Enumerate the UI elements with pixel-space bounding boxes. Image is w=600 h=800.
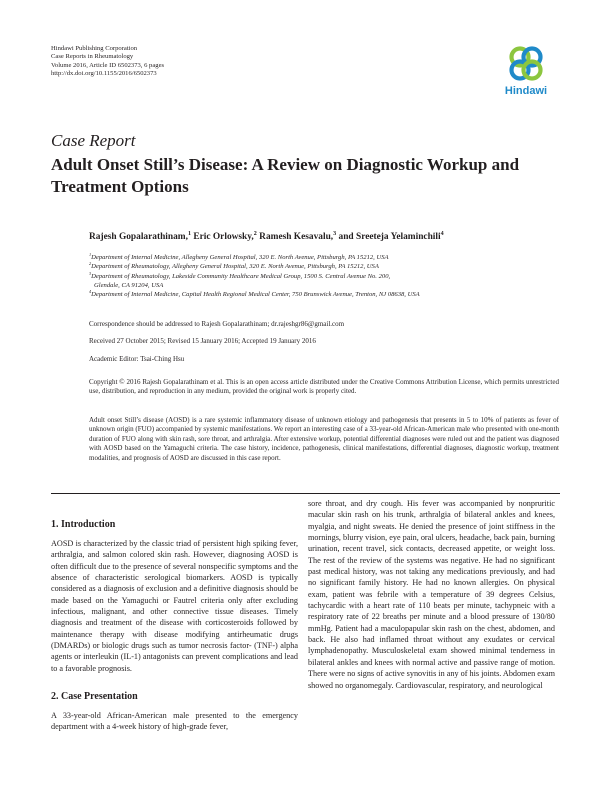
- journal-volume: Volume 2016, Article ID 6502373, 6 pages: [51, 61, 165, 69]
- affiliation: $^4$Department of Internal Medicine, Capital Health Regional Medical Center, 750 Brunswick Avenue, Trenton, NJ 08638, USA: [89, 289, 420, 299]
- affiliation: $^1$Department of Internal Medicine, Allegheny General Hospital, 320 E. North Avenue, Pittsburgh, PA 15212, USA: [89, 251, 389, 261]
- author-affil-ref: 4: [440, 230, 444, 237]
- publisher-logo: [500, 44, 552, 97]
- author-name: Sreeteja Yelaminchili: [356, 232, 441, 242]
- journal-info: [51, 45, 164, 78]
- right-column: [308, 498, 555, 691]
- author-affil-ref: 2: [253, 230, 257, 237]
- article-title: Adult Onset Still’s Disease: A Review on Diagnostic Workup and Treatment Options: [51, 155, 520, 196]
- introduction-text: AOSD is characterized by the classic triad of persistent high spiking fever, arthralgia, and salmon colored skin rash. However, diagnosing AOSD is often difficult due to the presence of several nonspecific symptoms and the absence of characteristic serological biomarkers. AOSD is typically considered as a diagnosis of exclusion and a definitive diagnosis should be made based on the Yamaguchi or Fautrel criteria only after excluding infectious, malignant, and other connective tissue diseases. Timely diagnosis and treatment of the disease with corticosteroids followed by maintenance therapy with disease modifying antirheumatic drugs (DMARDs) or biologic drugs such as tumor necrosis factor- (TNF-) alpha agents or interleukin (IL-1) antagonists can prevent complications and lead to a favorable prognosis.: [51, 539, 298, 673]
- correspondence: Correspondence should be addressed to Rajesh Gopalarathinam; dr.rajeshgr86@gmail.com: [89, 320, 345, 328]
- author-list: Rajesh Gopalarathinam,$^1$ Eric Orlowsky,$^2$ Ramesh Kesavalu,$^3$ and Sreeteja Yelaminchili$^4$: [89, 230, 444, 242]
- left-column: [51, 519, 298, 733]
- affiliation: $^2$Department of Rheumatology, Allegheny General Hospital, 320 E. North Avenue, Pittsburgh, PA 15212, USA: [89, 261, 379, 271]
- author-affil-ref: 1: [187, 230, 192, 237]
- journal-doi: http://dx.doi.org/10.1155/2016/6502373: [51, 69, 157, 77]
- journal-publisher: Hindawi Publishing Corporation: [51, 45, 138, 52]
- copyright-notice: Copyright © 2016 Rajesh Gopalarathinam et al. This is an open access article distributed under the Creative Commons Attribution License, which permits unrestricted use, distribution, and reproduction in any medium, provided the original work is properly cited.: [89, 378, 559, 396]
- divider: [51, 493, 560, 494]
- author-affil-ref: 3: [333, 230, 337, 237]
- author-name: Rajesh Gopalarathinam,: [89, 232, 188, 242]
- article-dates: Received 27 October 2015; Revised 15 January 2016; Accepted 19 January 2016: [89, 337, 316, 345]
- affiliations: [89, 253, 559, 299]
- academic-editor: Academic Editor: Tsai-Ching Hsu: [89, 355, 185, 363]
- section-heading-case-presentation: 2. Case Presentation: [51, 691, 138, 703]
- logo-text: Hindawi: [504, 85, 548, 97]
- article-type: Case Report: [51, 131, 136, 150]
- affiliation-continued: Glendale, CA 91204, USA: [94, 281, 164, 289]
- case-presentation-text: A 33-year-old African-American male presented to the emergency department with a 4-week history of high-grade fever,: [51, 711, 298, 732]
- case-presentation-continued: sore throat, and dry cough. His fever was accompanied by nonpruritic macular skin rash on his trunk, arthralgia of bilateral ankles and knees, myalgia, and night sweats. He denied the presence of joint stiffness in the mornings, blurry vision, eye pain, oral ulcers, headache, back pain, burning urination, recent travel, sick contacts, decreased appetite, or weight loss. The rest of the review of the systems was negative. He had no significant past medical history, was not taking any medications previously, and had no significant family history. He had no known allergies. On physical exam, patient was febrile with a temperature of 39 degrees Celsius, tachycardic with a heart rate of 110 beats per minute, tachypneic with a respiratory rate of 22 breaths per minute and a blood pressure of 130/80 mmHg. Patient had a maculopapular skin rash on the chest, abdomen, and back. He also had inflamed throat without any exudates or cervical lymphadenopathy. Musculoskeletal exam showed minimal tenderness in bilateral ankles and knees with normal active and passive range of motion. There were no signs of active synovitis in any of his joints. Abdomen exam showed no organomegaly. Cardiovascular, respiratory, and neurological: [308, 499, 555, 690]
- author-name: Ramesh Kesavalu,: [259, 232, 334, 242]
- hindawi-logo-icon: [506, 44, 546, 84]
- author-name: Eric Orlowsky,: [193, 232, 254, 242]
- section-heading-introduction: 1. Introduction: [51, 519, 116, 530]
- abstract: Adult onset Still’s disease (AOSD) is a rare systemic inflammatory disease of unknown etiology and pathogenesis that presents in 5 to 10% of patients as fever of unknown origin (FUO) accompanied by systemic manifestations. We report an interesting case of a 33-year-old African-American male who presented with one-month duration of FUO along with skin rash, sore throat, and arthralgia. After extensive workup, potential differential diagnoses were ruled out and the patient was diagnosed with AOSD based on the Yamaguchi criteria. The case history, incidence, pathogenesis, clinical manifestations, differential diagnoses, diagnostic workup, treatment modalities, and prognosis of AOSD are discussed in this case report.: [89, 416, 559, 462]
- affiliation: $^3$Department of Rheumatology, Lakeside Community Healthcare Medical Group, 1500 S. Central Avenue No. 200,: [89, 270, 391, 280]
- journal-name: Case Reports in Rheumatology: [51, 53, 134, 61]
